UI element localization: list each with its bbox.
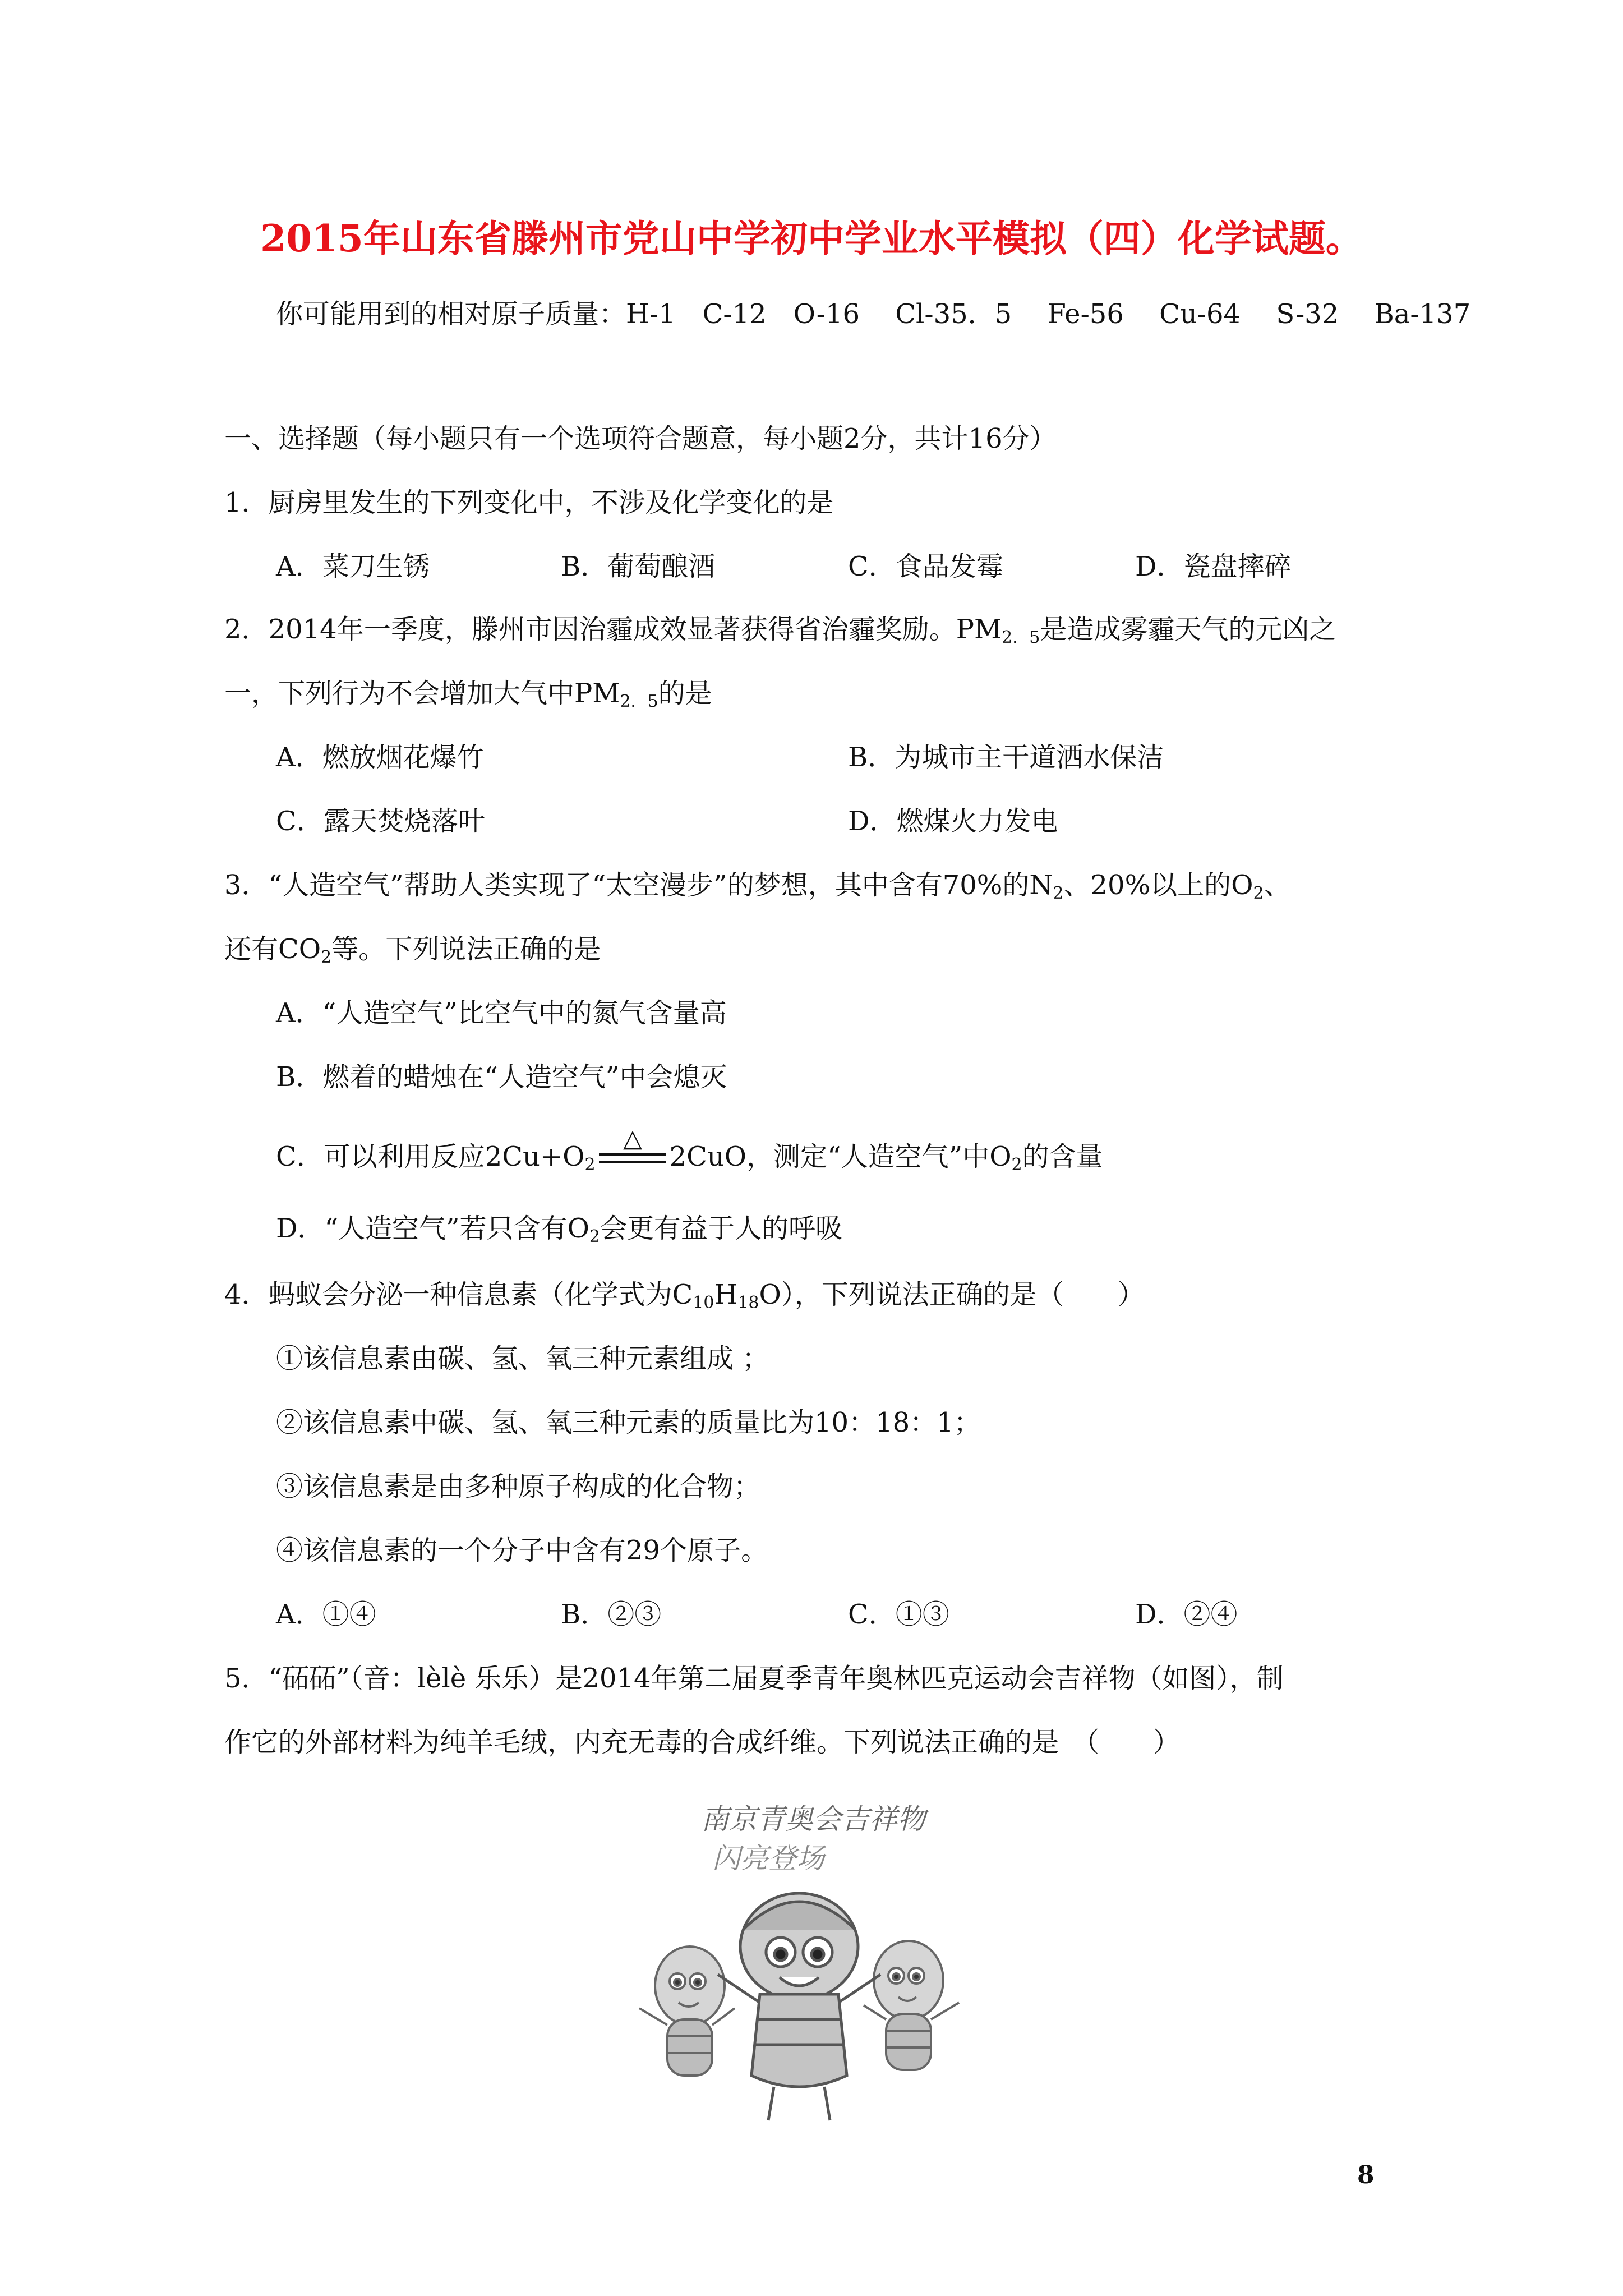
q2-stem-line1: 2．2014年一季度，滕州市因治霾成效显著获得省治霾奖励。$PM_{2.5}$是造成雾霾天气的元凶之 xyxy=(224,614,1336,647)
mascot-illustration xyxy=(628,1784,976,2134)
q3-stem-line2: 还有$CO_2$等。下列说法正确的是 xyxy=(224,933,601,967)
q1-stem: 1．厨房里发生的下列变化中，不涉及化学变化的是 xyxy=(224,487,834,518)
heat-equals-sign xyxy=(596,1124,670,1174)
small-mascot-right xyxy=(864,1941,959,2070)
q3-option-b: B．燃着的蜡烛在“人造空气”中会熄灭 xyxy=(276,1061,727,1093)
page-number: 8 xyxy=(1357,2161,1375,2189)
q4-statement-4: ④该信息素的一个分子中含有29个原子。 xyxy=(276,1535,768,1566)
q3-option-d: D．“人造空气”若只含有$O_2$会更有益于人的呼吸 xyxy=(276,1213,843,1246)
q4-statement-3: ③该信息素是由多种原子构成的化合物； xyxy=(276,1471,761,1502)
q3-option-c: C．可以利用反应$2Cu+O_2$ △ 2CuO，测定“人造空气”中$O_2$的含量 xyxy=(276,1124,1103,1175)
q4-option-a: A．①④ xyxy=(276,1599,376,1630)
page-title: 2015年山东省滕州市党山中学初中学业水平模拟（四）化学试题。 xyxy=(260,217,1363,260)
q2-option-c: C．露天焚烧落叶 xyxy=(276,806,485,837)
q5-stem-line1: 5．“砳砳”（音：lèlè 乐乐）是2014年第二届夏季青年奥林匹克运动会吉祥物（如图），制 xyxy=(224,1663,1284,1694)
q4-option-c: C．①③ xyxy=(848,1599,949,1630)
q1-option-d: D．瓷盘摔碎 xyxy=(1135,551,1292,582)
atomic-masses: 你可能用到的相对原子质量：H-1 C-12 O-16 Cl-35．5 Fe-56 Cu-64 S-32 Ba-137 xyxy=(276,298,1471,330)
q5-stem-line2: 作它的外部材料为纯羊毛绒，内充无毒的合成纤维。下列说法正确的是 （ ） xyxy=(224,1727,1181,1758)
q3-option-a: A．“人造空气”比空气中的氮气含量高 xyxy=(276,997,727,1029)
small-mascot-left xyxy=(639,1947,735,2076)
q2-option-d: D．燃煤火力发电 xyxy=(848,806,1058,837)
q1-option-b: B．葡萄酿酒 xyxy=(561,551,716,582)
q1-option-c: C．食品发霉 xyxy=(848,551,1003,582)
svg-text:△: △ xyxy=(623,1124,642,1153)
section-heading: 一、选择题（每小题只有一个选项符合题意，每小题2分，共计16分） xyxy=(224,423,1057,454)
q2-option-a: A．燃放烟花爆竹 xyxy=(276,742,484,773)
q4-option-b: B．②③ xyxy=(561,1599,662,1630)
big-mascot-center xyxy=(718,1893,880,2120)
q4-statement-1: ①该信息素由碳、氢、氧三种元素组成 ； xyxy=(276,1343,769,1374)
q3-stem-line1: 3．“人造空气”帮助人类实现了“太空漫步”的梦想，其中含有70%的$N_2$、20%以上的$O_2$、 xyxy=(224,869,1291,903)
mascot-caption-1: 南京青奥会吉祥物 xyxy=(701,1803,925,1835)
q4-stem: 4．蚂蚁会分泌一种信息素（化学式为$C_{10}H_{18}O$），下列说法正确的是（ ） xyxy=(224,1279,1145,1313)
q1-option-a: A．菜刀生锈 xyxy=(276,551,430,582)
q4-statement-2: ②该信息素中碳、氢、氧三种元素的质量比为10：18：1； xyxy=(276,1407,981,1438)
q2-option-b: B．为城市主干道洒水保洁 xyxy=(848,742,1164,773)
mascot-caption-2: 闪亮登场 xyxy=(712,1842,824,1875)
q4-option-d: D．②④ xyxy=(1135,1599,1238,1630)
q2-stem-line2: 一，下列行为不会增加大气中$PM_{2.5}$的是 xyxy=(224,678,712,711)
